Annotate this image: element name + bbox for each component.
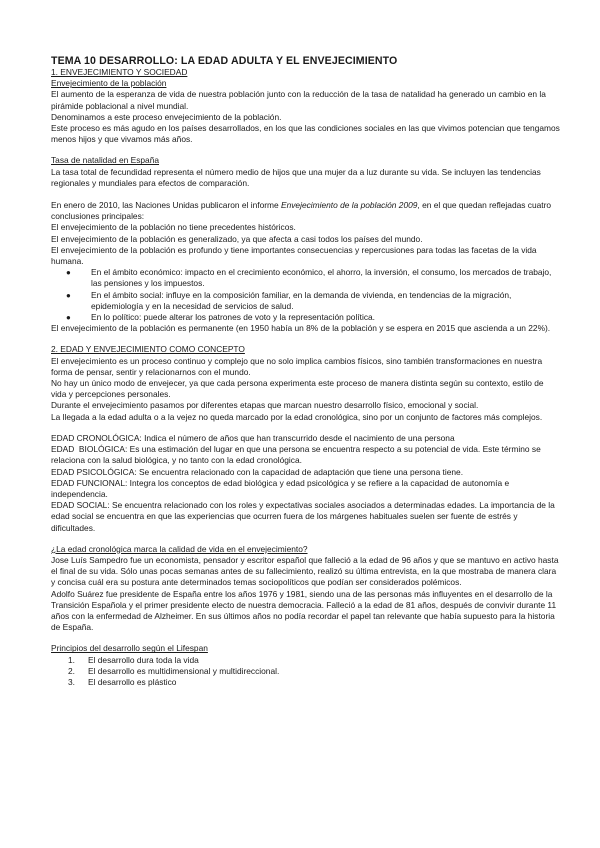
bullet-icon: ● — [66, 313, 71, 323]
list-item-text: En lo político: puede alterar los patrones de voto y la representación política. — [91, 312, 375, 323]
paragraph: No hay un único modo de envejecer, ya que cada persona experimenta este proceso de manera distinta según su contexto, estilo de vida y percepciones personales. — [51, 378, 544, 400]
list-item-text: El desarrollo es plástico — [88, 676, 177, 687]
age-label: EDAD SOCIAL — [51, 500, 108, 511]
section-heading-envejecimiento-sociedad: 1. ENVEJECIMIENTO Y SOCIEDAD — [51, 67, 188, 77]
list-item — [66, 267, 561, 289]
conclusion: El envejecimiento de la población es profundo y tiene importantes consecuencias y repercusiones para todas las facetas de la vida humana. — [51, 244, 537, 267]
bullet-list — [51, 267, 561, 323]
age-label: EDAD CRONOLÓGICA — [51, 432, 140, 443]
age-label: EDAD FUNCIONAL — [51, 477, 125, 488]
list-item-text: El desarrollo es multidimensional y multidireccional. — [88, 665, 280, 676]
age-text: Se encuentra relacionado con la capacidad de adaptación que tiene una persona tiene. — [138, 466, 464, 477]
document-title: TEMA 10 DESARROLLO: LA EDAD ADULTA Y EL ENVEJECIMIENTO — [51, 55, 398, 67]
paragraph: Este proceso es más agudo en los países desarrollados, en los que las condiciones sociales en las que vivimos potencian que tengamos menos hijos y que vivamos más años. — [51, 123, 560, 145]
list-item — [66, 312, 561, 323]
paragraph: El envejecimiento es un proceso continuo y complejo que no solo implica cambios físicos, sino también transformaciones en nuestra forma de pensar, sentir y relacionarnos con el mundo. — [51, 355, 543, 377]
section-heading-edad-envejecimiento: 2. EDAD Y ENVEJECIMIENTO COMO CONCEPTO — [51, 344, 245, 355]
list-item — [66, 289, 561, 312]
conclusion: El envejecimiento de la población no tiene precedentes históricos. — [51, 222, 296, 233]
paragraph-report-intro — [51, 200, 561, 222]
subheading-envejecimiento-poblacion: Envejecimiento de la población — [51, 78, 167, 89]
list-number: 3. — [68, 676, 75, 687]
bullet-icon: ● — [66, 290, 71, 300]
paragraph: El envejecimiento de la población es permanente (en 1950 había un 8% de la población y se espera en 2015 que ascienda a un 22%). — [51, 323, 551, 334]
subheading-edad-cronologica-pregunta: ¿La edad cronológica marca la calidad de vida en el envejecimiento? — [51, 543, 308, 554]
paragraph: La llegada a la edad adulta o a la vejez no queda marcado por la edad cronológica, sino por un conjunto de factores más complejos. — [51, 411, 543, 422]
age-definition-funcional: EDAD FUNCIONAL: Integra los conceptos de edad biológica y edad psicológica y se refiere a la capacidad de autonomía e independencia. — [51, 477, 510, 499]
subheading-lifespan: Principios del desarrollo según el Lifespan — [51, 643, 208, 654]
list-item — [68, 654, 561, 666]
subheading-tasa-natalidad: Tasa de natalidad en España — [51, 155, 160, 166]
bullet-icon: ● — [66, 268, 71, 278]
age-definition-biologica: EDAD BIOLÓGICA: Es una estimación del lugar en que una persona se encuentra respecto a su potencial de vida. Este término se relaciona con la salud biológica, y no tanto con la edad cronológica. — [51, 444, 541, 466]
report-intro-tail: , en el que quedan reflejadas cuatro conclusiones principales: — [51, 200, 552, 222]
paragraph: La tasa total de fecundidad representa el número medio de hijos que una mujer da a luz durante su vida. Se incluyen las tendencias regionales y mundiales para efectos de comparación. — [51, 166, 541, 188]
age-label: EDAD BIOLÓGICA — [51, 444, 125, 455]
paragraph: Jose Luís Sampedro fue un economista, pensador y escritor español que falleció a la edad de 96 años y que se mantuvo en activo hasta el final de su vida. Sólo unas pocas semanas antes de su fallecimiento, realizó su última entrevista, en la que mostraba de manera clara y concisa cuál era su postura ante determinados temas sociopolíticos que podían ser considerados polémicos. — [51, 554, 559, 588]
document-page — [51, 55, 561, 688]
age-definition-psicologica: EDAD PSICOLÓGICA: Se encuentra relacionado con la capacidad de adaptación que tiene una persona tiene. — [51, 466, 464, 477]
report-intro-text: En enero de 2010, las Naciones Unidas publicaron el informe — [51, 200, 281, 211]
report-title: Envejecimiento de la población 2009 — [281, 200, 418, 211]
age-text: Integra los conceptos de edad biológica y edad psicológica y se refiere a la capacidad de autonomía e independencia. — [51, 477, 510, 499]
list-number: 1. — [68, 654, 75, 665]
age-text: Se encuentra relacionado con los roles y expectativas sociales asociados a determinadas edades. La importancia de la edad social se encuentra en que las experiencias que ocurren fuera de los márgenes habituales suelen ser fuente de estrés y dificultades. — [51, 500, 555, 533]
age-label: EDAD PSICOLÓGICA — [51, 466, 135, 477]
age-text: Indica el número de años que han transcurrido desde el nacimiento de una persona — [144, 432, 455, 443]
list-item-text: En el ámbito social: influye en la composición familiar, en la demanda de vivienda, en tendencias de la migración, epidemiología y en la necesidad de servicios de salud. — [91, 289, 512, 311]
age-definition-cronologica: EDAD CRONOLÓGICA: Indica el número de años que han transcurrido desde el nacimiento de una persona — [51, 432, 455, 443]
list-number: 2. — [68, 665, 75, 676]
conclusion: El envejecimiento de la población es generalizado, ya que afecta a casi todos los países del mundo. — [51, 233, 423, 244]
paragraph: Adolfo Suárez fue presidente de España entre los años 1976 y 1981, siendo una de las personas más influyentes en el desarrollo de la Transición Española y el primer presidente electo de nuestra democracia. Falleció a la edad de 81 años, después de convivir durante 11 años con la enfermedad de Alzheimer. En sus últimos años no podía recordar el papel tan relevante que había supuesto para la historia de España. — [51, 588, 557, 633]
paragraph: Durante el envejecimiento pasamos por diferentes etapas que marcan nuestro desarrollo físico, emocional y social. — [51, 400, 479, 411]
list-item-text: El desarrollo dura toda la vida — [88, 654, 199, 665]
list-item-text: En el ámbito económico: impacto en el crecimiento económico, el ahorro, la inversión, el consumo, los mercados de trabajo, las pensiones y los impuestos. — [91, 267, 552, 289]
paragraph: El aumento de la esperanza de vida de nuestra población junto con la reducción de la tasa de natalidad ha generado un cambio en la pirámide poblacional a nivel mundial. — [51, 89, 546, 111]
paragraph: Denominamos a este proceso envejecimiento de la población. — [51, 111, 282, 122]
list-item — [68, 665, 561, 677]
age-text: Es una estimación del lugar en que una persona se encuentra respecto a su potencial de vida. Este término se relaciona con la salud biológica, y no tanto con la edad cronológica. — [51, 444, 541, 466]
numbered-list — [51, 655, 561, 689]
age-definition-social: EDAD SOCIAL: Se encuentra relacionado con los roles y expectativas sociales asociados a determinadas edades. La importancia de la edad social se encuentra en que las experiencias que ocurren fuera de los márgenes habituales suelen ser fuente de estrés y dificultades. — [51, 500, 555, 533]
list-item — [68, 676, 561, 688]
